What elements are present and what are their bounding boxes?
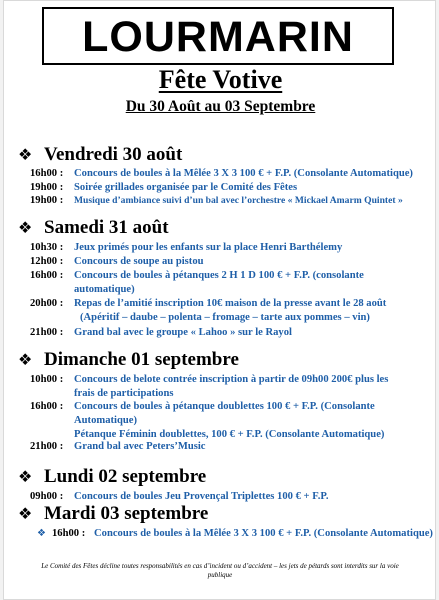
event-time: 16h00 : xyxy=(30,270,64,281)
event-description-cont: frais de participations xyxy=(74,388,174,399)
day-heading-samedi xyxy=(18,217,169,239)
event-description-cont: Pétanque Féminin doublettes, 100 € + F.P. (Consolante Automatique) xyxy=(74,429,385,440)
event-time: 12h00 : xyxy=(30,256,64,267)
page-subtitle: Fête Votive xyxy=(158,65,283,94)
event-row xyxy=(4,400,434,445)
day-heading-label: Samedi 31 août xyxy=(44,217,169,238)
event-time: 09h00 : xyxy=(30,491,64,502)
event-description: Concours de belote contrée inscription à partir de 09h00 200€ plus les xyxy=(74,374,389,385)
title-box xyxy=(42,7,394,65)
event-row xyxy=(4,373,434,403)
event-time: 19h00 : xyxy=(30,182,64,193)
event-description: Concours de soupe au pistou xyxy=(74,256,204,267)
day-heading-mardi xyxy=(18,503,208,525)
event-description: Concours de boules à pétanques 2 H 1 D 100 € + F.P. (consolante xyxy=(74,270,364,281)
event-time: 21h00 : xyxy=(30,327,64,338)
event-time: 19h00 : xyxy=(30,195,64,206)
day-heading-label: Vendredi 30 août xyxy=(44,144,183,165)
event-description: Soirée grillades organisée par le Comité des Fêtes xyxy=(74,182,298,193)
date-range: Du 30 Août au 03 Septembre xyxy=(125,98,316,115)
event-description: Concours de boules à pétanque doublettes 100 € + F.P. (Consolante xyxy=(74,401,375,412)
event-time: 10h00 : xyxy=(30,374,64,385)
event-description: Grand bal avec Peters’Music xyxy=(74,441,206,452)
day-heading-vendredi xyxy=(18,144,182,166)
small-diamond-bullet-icon: ❖ xyxy=(37,528,46,539)
event-time: 21h00 : xyxy=(30,441,64,452)
event-description: Concours de boules à la Mêlée 3 X 3 100 € + F.P. (Consolante Automatique) xyxy=(94,528,433,539)
page-title: LOURMARIN xyxy=(82,13,354,61)
diamond-bullet-icon: ❖ xyxy=(18,145,33,164)
event-description: Concours de boules Jeu Provençal Triplettes 100 € + F.P. xyxy=(74,491,329,502)
poster-page xyxy=(3,0,436,600)
diamond-bullet-icon: ❖ xyxy=(18,504,33,523)
diamond-bullet-icon: ❖ xyxy=(18,350,33,369)
event-row xyxy=(4,269,434,299)
day-heading-dimanche xyxy=(18,349,239,371)
day-heading-label: Mardi 03 septembre xyxy=(44,503,209,524)
event-time: 20h00 : xyxy=(30,298,64,309)
diamond-bullet-icon: ❖ xyxy=(18,218,33,237)
event-description: Grand bal avec le groupe « Lahoo » sur le Rayol xyxy=(74,327,292,338)
day-heading-lundi xyxy=(18,466,206,488)
event-description: Musique d’ambiance suivi d’un bal avec l’orchestre « Mickael Amarm Quintet » xyxy=(74,195,403,206)
disclaimer-footer: Le Comité des Fêtes décline toutes responsabilités en cas d’incident ou d’accident – les jets de pétards sont interdits sur la voie publique xyxy=(41,562,399,579)
event-time: 10h30 : xyxy=(30,242,64,253)
event-description: Jeux primés pour les enfants sur la place Henri Barthélemy xyxy=(74,242,343,253)
day-heading-label: Lundi 02 septembre xyxy=(44,466,207,487)
event-time: 16h00 : xyxy=(52,528,86,539)
event-description-cont: (Apéritif – daube – polenta – fromage – tarte aux pommes – vin) xyxy=(80,312,370,323)
event-description-cont: Automatique) xyxy=(74,415,137,426)
event-description: Concours de boules à la Mêlée 3 X 3 100 € + F.P. (Consolante Automatique) xyxy=(74,168,413,179)
day-heading-label: Dimanche 01 septembre xyxy=(44,349,239,370)
event-description: Repas de l’amitié inscription 10€ maison de la presse avant le 28 août xyxy=(74,298,387,309)
event-row xyxy=(4,297,434,327)
event-time: 16h00 : xyxy=(30,168,64,179)
event-description-cont: automatique) xyxy=(74,284,135,295)
diamond-bullet-icon: ❖ xyxy=(18,467,33,486)
event-time: 16h00 : xyxy=(30,401,64,412)
